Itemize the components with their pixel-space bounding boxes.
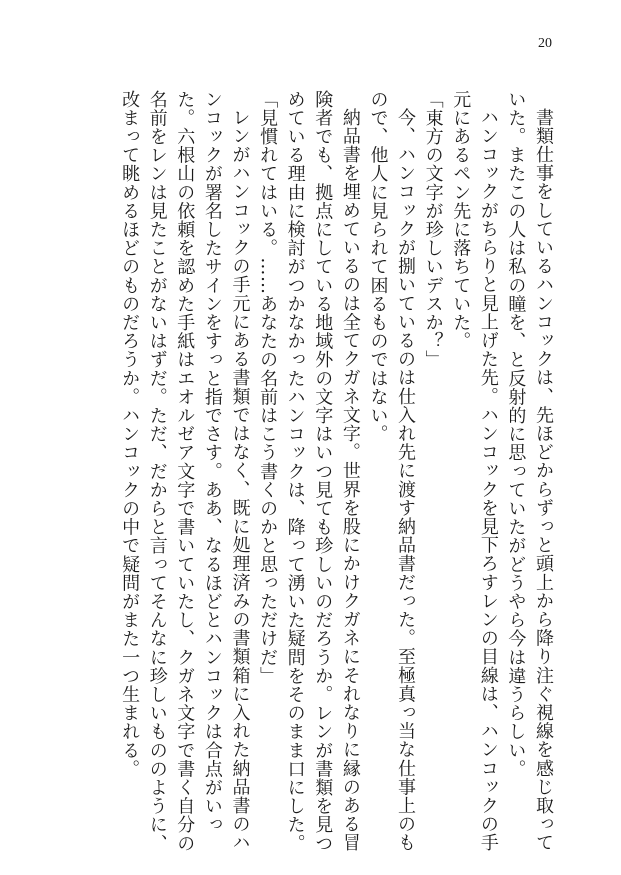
body-text bbox=[116, 90, 558, 853]
text-column: 元にあるペン先に落ちていた。 bbox=[450, 90, 472, 351]
text-column: 険者でも、拠点にしている地域外の文字はいつ見ても珍しいのだろうか。レンが書類を見つ bbox=[312, 90, 334, 853]
text-column: 今、ハンコックが捌いているのは仕入れ先に渡す納品書だった。至極真っ当な仕事上のも bbox=[395, 108, 417, 852]
page-number: 20 bbox=[538, 36, 552, 51]
text-column: ハンコックがちらりと見上げた先。ハンコックを見下ろすレンの目線は、ハンコックの手 bbox=[477, 108, 499, 852]
text-column: 名前をレンは見たことがないはずだ。ただ、だからと言ってそんなに珍しいもののように、 bbox=[146, 90, 168, 853]
text-column: ンコックが署名したサインをすっと指でさす。ああ、なるほどとハンコックは合点がいっ bbox=[201, 90, 223, 834]
text-column: 納品書を埋めているのは全てクガネ文字。世界を股にかけクガネにそれなりに縁のある冒 bbox=[339, 108, 361, 852]
text-column: 「見慣れてはいる。……あなたの名前はこう書くのかと思っただけだ」 bbox=[257, 90, 279, 686]
text-column: 改まって眺めるほどのものだろうか。ハンコックの中で疑問がまた一つ生まれる。 bbox=[119, 90, 141, 779]
text-column: ので、他人に見られて困るものではない。 bbox=[367, 90, 389, 444]
text-column: レンがハンコックの手元にある書類ではなく、既に処理済みの書類箱に入れた納品書のハ bbox=[229, 108, 251, 852]
text-column: 「東方の文字が珍しいデスか？」 bbox=[422, 90, 444, 369]
text-column: 書類仕事をしているハンコックは、先ほどからずっと頭上から降り注ぐ視線を感じ取って bbox=[533, 108, 554, 852]
text-column: めている理由に検討がつかなかったハンコックは、降って湧いた疑問をそのまま口にした。 bbox=[284, 90, 306, 853]
text-column: た。六根山の依頼を認めた手紙はエオルゼア文字で書いていたし、クガネ文字で書く自分の bbox=[174, 90, 196, 853]
text-column: いた。またこの人は私の瞳を、と反射的に思っていたがどうやら今は違うらしい。 bbox=[505, 90, 527, 779]
